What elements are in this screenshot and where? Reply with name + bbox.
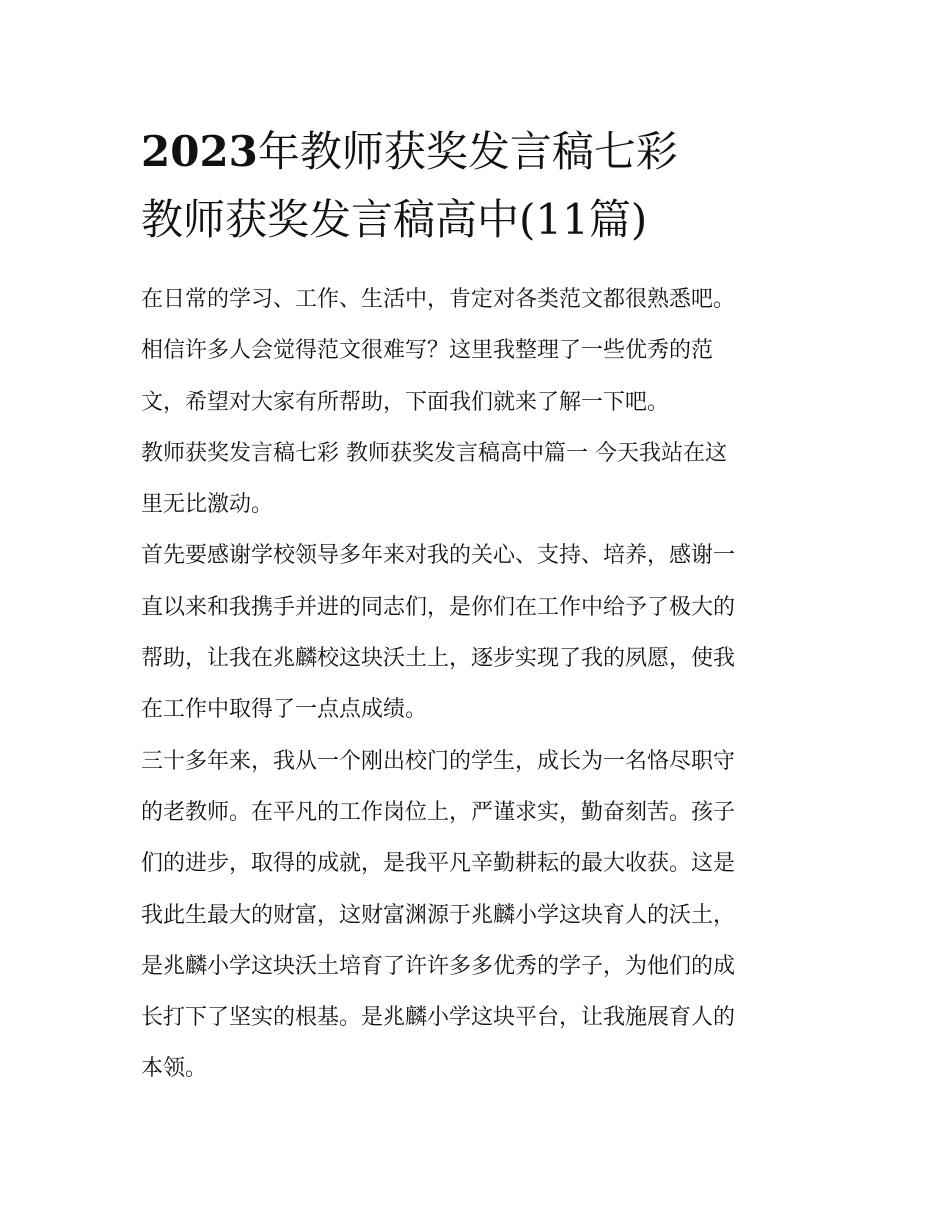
- document-title: [141, 118, 813, 254]
- title-text: 年教师获奖发言稿七彩: [257, 127, 678, 176]
- text-line: 直以来和我携手并进的同志们，是你们在工作中给予了极大的: [141, 594, 736, 620]
- title-year: 2023: [141, 127, 258, 176]
- text-line: 们的进步，取得的成就，是我平凡辛勤耕耘的最大收获。这是: [141, 851, 736, 877]
- text-line: 我此生最大的财富，这财富渊源于兆麟小学这块育人的沃土，: [141, 902, 736, 928]
- paragraph-career: [141, 736, 813, 1095]
- document-page: [141, 118, 813, 1095]
- text-line: 是兆麟小学这块沃土培育了许许多多优秀的学子，为他们的成: [141, 953, 736, 979]
- text-line: 里无比激动。: [141, 492, 274, 518]
- text-line: 本领。: [141, 1056, 208, 1082]
- paragraph-intro: [141, 274, 813, 428]
- text-line: 长打下了坚实的根基。是兆麟小学这块平台，让我施展育人的: [141, 1005, 736, 1031]
- paragraph-section-one: [141, 428, 813, 531]
- text-line: 相信许多人会觉得范文很难写？这里我整理了一些优秀的范: [141, 338, 714, 364]
- text-line: 教师获奖发言稿七彩 教师获奖发言稿高中篇一 今天我站在这: [141, 440, 727, 466]
- title-line: [141, 118, 813, 186]
- text-line: 在工作中取得了一点点成绩。: [141, 697, 428, 723]
- document-body: [141, 274, 813, 1095]
- title-line: [141, 186, 813, 254]
- text-line: 三十多年来，我从一个刚出校门的学生，成长为一名恪尽职守: [141, 748, 736, 774]
- text-line: 帮助，让我在兆麟校这块沃土上，逐步实现了我的夙愿，使我: [141, 646, 736, 672]
- text-line: 在日常的学习、工作、生活中，肯定对各类范文都很熟悉吧。: [141, 287, 736, 312]
- text-line: 首先要感谢学校领导多年来对我的关心、支持、培养，感谢一: [141, 543, 736, 569]
- title-text: 教师获奖发言稿高中(11篇): [141, 195, 648, 244]
- text-line: 文，希望对大家有所帮助，下面我们就来了解一下吧。: [141, 389, 670, 415]
- text-line: 的老教师。在平凡的工作岗位上，严谨求实，勤奋刻苦。孩子: [141, 799, 736, 825]
- paragraph-thanks: [141, 530, 813, 735]
